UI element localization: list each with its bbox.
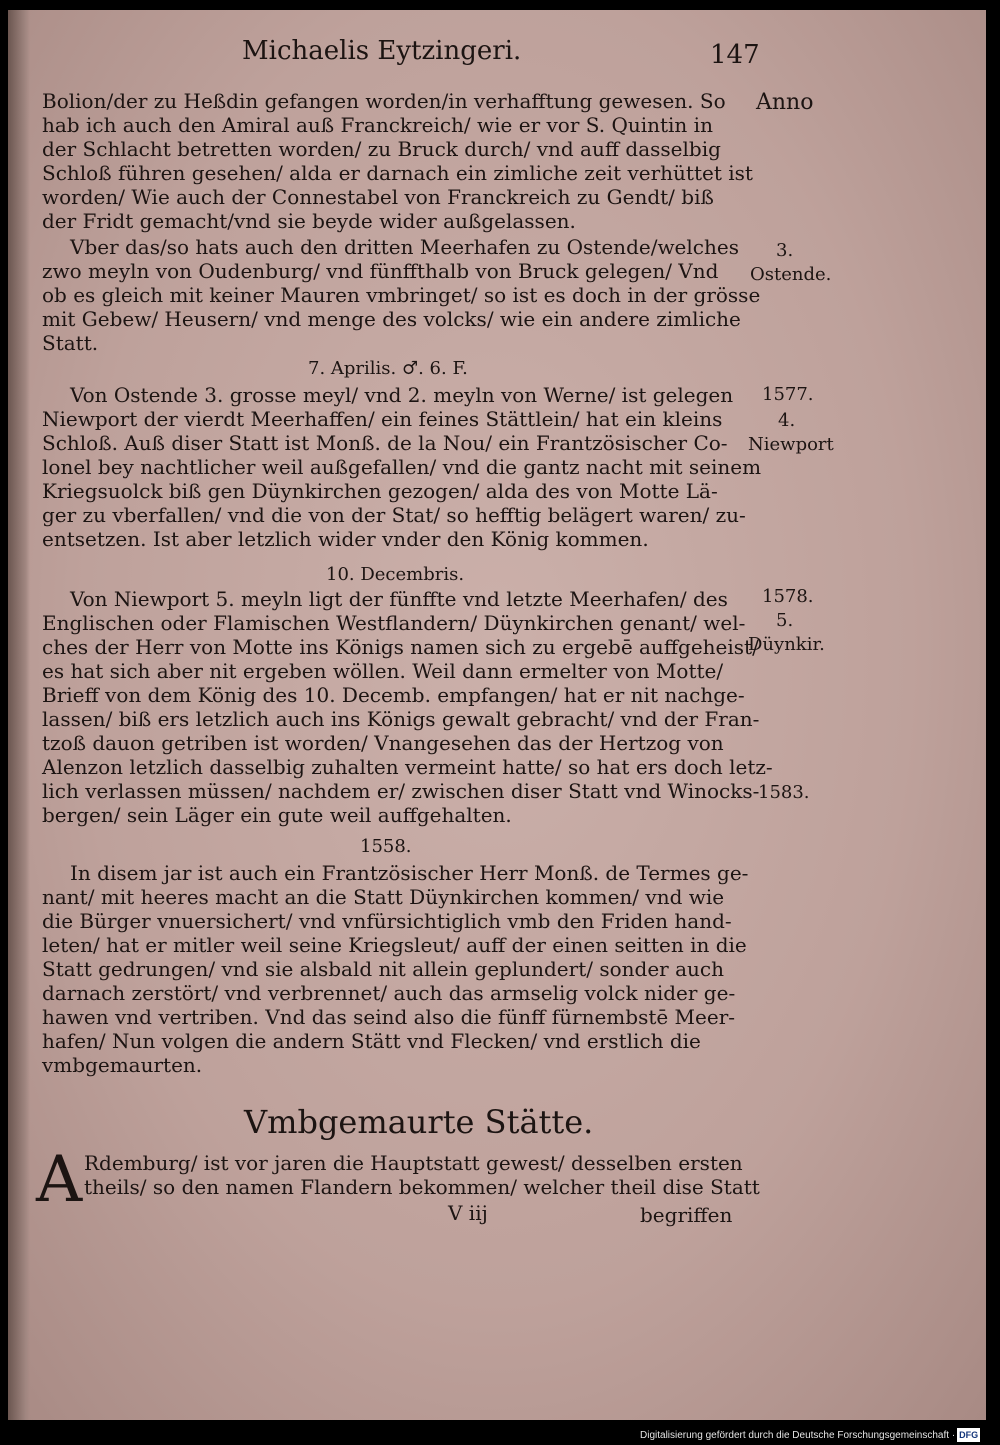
text-line: lassen/ biß ers letzlich auch ins Königs gewalt gebracht/ vnd der Fran-	[42, 707, 760, 731]
text-line: Bolion/der zu Heßdin gefangen worden/in verhafftung gewesen. So	[42, 89, 726, 113]
page-number: 147	[710, 40, 760, 70]
text-line: In disem jar ist auch ein Frantzösischer Herr Monß. de Termes ge-	[70, 861, 749, 885]
margin-note-place: Düynkir.	[748, 634, 825, 655]
footer-credit-text: Digitalisierung gefördert durch die Deutsche Forschungsgemeinschaft ·	[640, 1430, 956, 1441]
margin-note-place: Ostende.	[750, 264, 832, 285]
text-line: Schloß führen gesehen/ alda er darnach ein zimliche zeit verhüttet ist	[42, 161, 753, 185]
catchword: begriffen	[640, 1203, 733, 1227]
text-line: der Fridt gemacht/vnd sie beyde wider außgelassen.	[42, 209, 576, 233]
text-line: Statt gedrungen/ vnd sie alsbald nit allein geplundert/ sonder auch	[42, 957, 724, 981]
margin-note-place: Niewport	[748, 434, 834, 455]
margin-note-number: 5.	[776, 610, 794, 631]
scanned-page	[8, 10, 986, 1420]
text-line: ob es gleich mit keiner Mauren vmbringet/ so ist es doch in der grösse	[42, 283, 761, 307]
date-heading: 1558.	[360, 836, 412, 857]
drop-capital: A	[36, 1143, 83, 1217]
text-line: lich verlassen müssen/ nachdem er/ zwischen diser Statt vnd Winocks-	[42, 779, 760, 803]
running-title: Michaelis Eytzingeri.	[242, 36, 522, 66]
text-line: Von Niewport 5. meyln ligt der fünffte vnd letzte Meerhafen/ des	[70, 587, 728, 611]
text-line: der Schlacht betretten worden/ zu Bruck durch/ vnd auff dasselbig	[42, 137, 721, 161]
margin-note-year: 1578.	[762, 586, 814, 607]
page-gutter-shadow	[8, 10, 30, 1420]
margin-note-year: 1583.	[758, 782, 810, 803]
text-line: vmbgemaurten.	[42, 1053, 203, 1077]
margin-note-year: 1577.	[762, 384, 814, 405]
text-line: mit Gebew/ Heusern/ vnd menge des volcks/ wie ein andere zimliche	[42, 307, 741, 331]
text-line: Vber das/so hats auch den dritten Meerhafen zu Ostende/welches	[70, 235, 739, 259]
footer-credit	[640, 1428, 980, 1442]
text-line: Statt.	[42, 331, 99, 355]
text-line: die Bürger vnuersichert/ vnd vnfürsichtiglich vmb den Friden hand-	[42, 909, 732, 933]
text-line: hafen/ Nun volgen die andern Stätt vnd Flecken/ vnd erstlich die	[42, 1029, 701, 1053]
text-line: bergen/ sein Läger ein gute weil auffgehalten.	[42, 803, 512, 827]
date-heading: 10. Decembris.	[326, 564, 465, 585]
text-line: nant/ mit heeres macht an die Statt Düynkirchen kommen/ vnd wie	[42, 885, 725, 909]
text-line: Schloß. Auß diser Statt ist Monß. de la Nou/ ein Frantzösischer Co-	[42, 431, 728, 455]
text-line: Niewport der vierdt Meerhaffen/ ein feines Stättlein/ hat ein kleins	[42, 407, 723, 431]
text-line: ger zu vberfallen/ vnd die von der Stat/ so hefftig belägert waren/ zu-	[42, 503, 746, 527]
text-line: entsetzen. Ist aber letzlich wider vnder den König kommen.	[42, 527, 649, 551]
text-line: Von Ostende 3. grosse meyl/ vnd 2. meyln von Werne/ ist gelegen	[70, 383, 734, 407]
text-line: Brieff von dem König des 10. Decemb. empfangen/ hat er nit nachge-	[42, 683, 745, 707]
signature-mark: V iij	[448, 1201, 488, 1225]
margin-note-number: 4.	[778, 410, 796, 431]
text-line: hab ich auch den Amiral auß Franckreich/ wie er vor S. Quintin in	[42, 113, 713, 137]
text-line: leten/ hat er mitler weil seine Kriegsleut/ auff der einen seitten in die	[42, 933, 747, 957]
section-heading: Vmbgemaurte Stätte.	[244, 1103, 594, 1141]
text-line: es hat sich aber nit ergeben wöllen. Weil dann ermelter von Motte/	[42, 659, 724, 683]
text-line: tzoß dauon getriben ist worden/ Vnangesehen das der Hertzog von	[42, 731, 724, 755]
date-heading: 7. Aprilis. ♂. 6. F.	[308, 358, 468, 379]
margin-note-anno: Anno	[756, 90, 814, 115]
text-line: lonel bey nachtlicher weil außgefallen/ vnd die gantz nacht mit seinem	[42, 455, 762, 479]
dfg-logo: DFG	[959, 1430, 979, 1440]
text-line: Rdemburg/ ist vor jaren die Hauptstatt gewest/ desselben ersten	[84, 1151, 743, 1175]
margin-note-number: 3.	[776, 240, 794, 261]
text-line: zwo meyln von Oudenburg/ vnd fünffthalb von Bruck gelegen/ Vnd	[42, 259, 719, 283]
text-line: Kriegsuolck biß gen Düynkirchen gezogen/ alda des von Motte Lä-	[42, 479, 718, 503]
text-line: worden/ Wie auch der Connestabel von Franckreich zu Gendt/ biß	[42, 185, 714, 209]
text-line: ches der Herr von Motte ins Königs namen sich zu ergebē auffgeheist/	[42, 635, 759, 659]
text-line: theils/ so den namen Flandern bekommen/ welcher theil dise Statt	[84, 1175, 760, 1199]
text-line: Alenzon letzlich dasselbig zuhalten vermeint hatte/ so hat ers doch letz-	[42, 755, 773, 779]
text-line: Englischen oder Flamischen Westflandern/ Düynkirchen genant/ wel-	[42, 611, 746, 635]
text-line: hawen vnd vertriben. Vnd das seind also die fünff fürnembstē Meer-	[42, 1005, 736, 1029]
text-line: darnach zerstört/ vnd verbrennet/ auch das armselig volck nider ge-	[42, 981, 736, 1005]
